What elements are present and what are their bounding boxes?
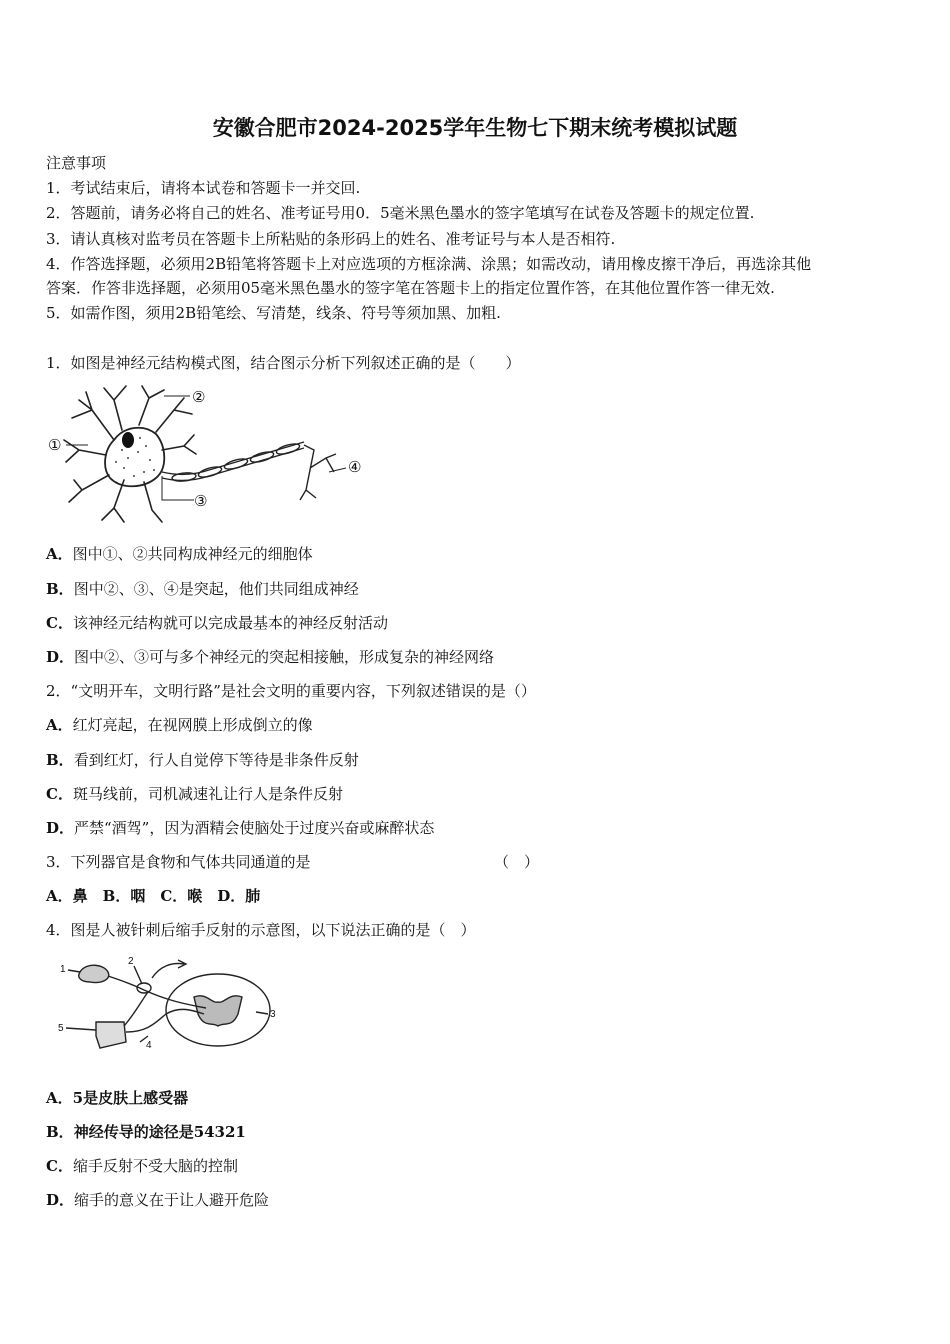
notice-item: 1．考试结束后，请将本试卷和答题卡一并交回. xyxy=(46,179,361,197)
option-c[interactable]: C．该神经元结构就可以完成最基本的神经反射活动 xyxy=(46,614,388,632)
figure-label: 5 xyxy=(58,1023,64,1034)
option-d[interactable]: D．严禁“酒驾”，因为酒精会使脑处于过度兴奋或麻醉状态 xyxy=(46,819,435,837)
page-title: 安徽合肥市2024-2025学年生物七下期末统考模拟试题 xyxy=(212,116,738,140)
figure-label: ③ xyxy=(194,492,208,510)
question-2-stem: 2．“文明开车，文明行路”是社会文明的重要内容，下列叙述错误的是（） xyxy=(46,682,536,700)
option-a[interactable]: A．红灯亮起，在视网膜上形成倒立的像 xyxy=(46,716,313,734)
figure-label: ④ xyxy=(348,458,362,476)
question-3-stem: 3．下列器官是食物和气体共同通道的是 xyxy=(46,853,311,871)
option-c[interactable]: C．缩手反射不受大脑的控制 xyxy=(46,1157,238,1175)
question-1-stem: 1．如图是神经元结构模式图，结合图示分析下列叙述正确的是（ ） xyxy=(46,354,521,372)
notice-item: 答案．作答非选择题，必须用05毫米黑色墨水的签字笔在答题卡上的指定位置作答，在其他位置作答一律无效. xyxy=(46,279,775,297)
option-c[interactable]: C．斑马线前，司机减速礼让行人是条件反射 xyxy=(46,785,343,803)
option-b[interactable]: B．神经传导的途径是54321 xyxy=(46,1123,246,1141)
notice-heading: 注意事项 xyxy=(46,154,107,172)
option-d[interactable]: D．缩手的意义在于让人避开危险 xyxy=(46,1191,270,1209)
reflex-arc-diagram xyxy=(56,952,286,1062)
notice-item: 3．请认真核对监考员在答题卡上所粘贴的条形码上的姓名、准考证号与本人是否相符. xyxy=(46,230,616,248)
figure-label: ② xyxy=(192,388,206,406)
option-d[interactable]: D．图中②、③可与多个神经元的突起相接触，形成复杂的神经网络 xyxy=(46,648,495,666)
figure-label: 2 xyxy=(128,956,134,967)
option-b[interactable]: B．看到红灯，行人自觉停下等待是非条件反射 xyxy=(46,751,359,769)
figure-label: ① xyxy=(48,436,62,454)
option-a[interactable]: A．5是皮肤上感受器 xyxy=(46,1089,189,1107)
figure-label: 3 xyxy=(270,1009,276,1020)
inline-options[interactable]: A．鼻 B．咽 C．喉 D．肺 xyxy=(46,887,261,905)
question-4-stem: 4．图是人被针刺后缩手反射的示意图，以下说法正确的是（ ） xyxy=(46,921,476,939)
neuron-diagram xyxy=(44,380,374,530)
figure-label: 4 xyxy=(146,1040,152,1051)
notice-item: 4．作答选择题，必须用2B铅笔将答题卡上对应选项的方框涂满、涂黑；如需改动，请用橡皮擦干净后，再选涂其他 xyxy=(46,255,812,273)
figure-label: 1 xyxy=(60,964,66,975)
option-b[interactable]: B．图中②、③、④是突起，他们共同组成神经 xyxy=(46,580,359,598)
notice-item: 2．答题前，请务必将自己的姓名、准考证号用0．5毫米黑色墨水的签字笔填写在试卷及答题卡的规定位置. xyxy=(46,204,755,222)
notice-item: 5．如需作图，须用2B铅笔绘、写清楚，线条、符号等须加黑、加粗. xyxy=(46,304,501,322)
answer-blank: （ ） xyxy=(494,853,540,871)
option-a[interactable]: A．图中①、②共同构成神经元的细胞体 xyxy=(46,545,313,563)
